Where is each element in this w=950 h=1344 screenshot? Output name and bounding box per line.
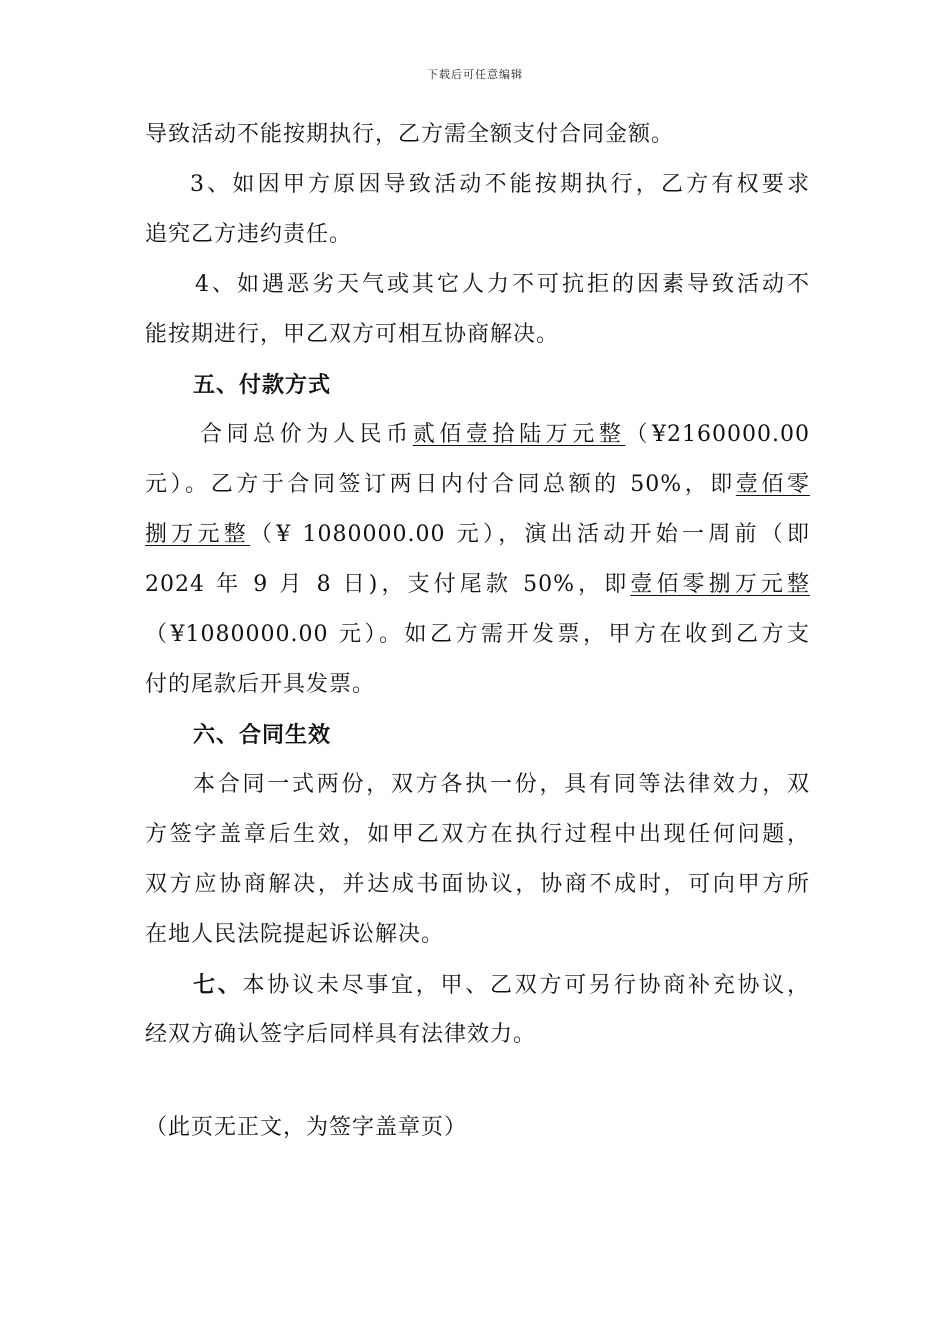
amount-in-words: 壹佰零 (735, 472, 810, 497)
effectiveness-line-2: 方签字盖章后生效，如甲乙双方在执行过程中出现任何问题， (145, 822, 810, 847)
amount-in-figures: （¥2160000.00 (625, 422, 810, 447)
payment-text: 2024 年 9 月 8 日)，支付尾款 50%，即 (145, 572, 631, 597)
payment-line-6: 付的尾款后开具发票。 (145, 672, 376, 697)
payment-text: 元）。乙方于合同签订两日内付合同总额的 50%，即 (145, 472, 736, 497)
amount-in-words: 贰佰壹拾陆万元整 (412, 422, 626, 447)
clause-4-line-2: 能按期进行，甲乙双方可相互协商解决。 (145, 322, 560, 347)
payment-line-2 (145, 470, 810, 500)
signature-page-note: （此页无正文，为签字盖章页） (145, 1115, 468, 1140)
payment-line-3 (145, 520, 810, 550)
body-line: 导致活动不能按期执行，乙方需全额支付合同金额。 (145, 122, 675, 147)
page-header: 下载后可任意编辑 (427, 68, 523, 81)
section-heading-effectiveness: 六、合同生效 (193, 722, 332, 748)
clause-4-line-1: 4、如遇恶劣天气或其它人力不可抗拒的因素导致活动不 (195, 272, 810, 297)
payment-text: （¥ 1080000.00 元），演出活动开始一周前（即 (250, 522, 810, 547)
clause-7-text: 本协议未尽事宜，甲、乙双方可另行协商补充协议， (242, 973, 810, 998)
effectiveness-line-1: 本合同一式两份，双方各执一份，具有同等法律效力，双 (193, 772, 810, 797)
clause-7-line-1 (193, 970, 810, 1001)
effectiveness-line-4: 在地人民法院提起诉讼解决。 (145, 922, 445, 947)
amount-in-words: 捌万元整 (145, 522, 251, 547)
clause-7-number: 七、 (193, 972, 243, 998)
section-heading-payment: 五、付款方式 (193, 372, 332, 398)
clause-3-line-1: 3、如因甲方原因导致活动不能按期执行，乙方有权要求 (190, 172, 810, 197)
payment-text: 合同总价为人民币 (200, 422, 413, 447)
payment-line-5: （¥1080000.00 元）。如乙方需开发票，甲方在收到乙方支 (145, 622, 810, 647)
payment-line-1 (200, 420, 810, 450)
clause-7-line-2: 经双方确认签字后同样具有法律效力。 (145, 1022, 537, 1047)
clause-3-line-2: 追究乙方违约责任。 (145, 222, 353, 247)
effectiveness-line-3: 双方应协商解决，并达成书面协议，协商不成时，可向甲方所 (145, 872, 810, 897)
payment-line-4 (145, 570, 810, 600)
amount-in-words: 壹佰零捌万元整 (630, 572, 810, 597)
